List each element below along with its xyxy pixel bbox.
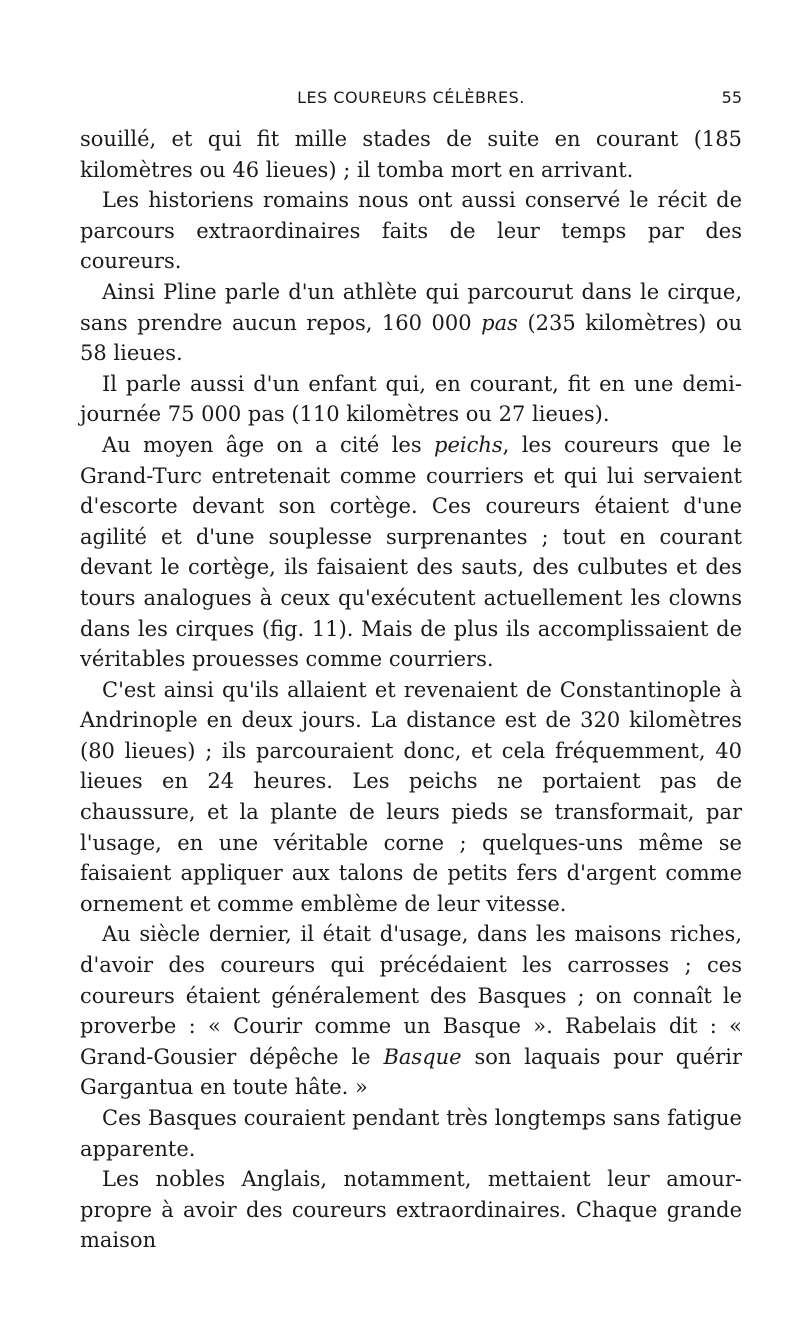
text-run: Au siècle dernier, il était d'usage, dans les maisons riches, d'avoir des coureurs qui précédaient les carrosses ; ces coureurs étaient généralement des Basques ; on connaît le proverbe : « Courir comme un Basque ». Rabelais dit : « Grand-Gousier dépêche le — [80, 922, 742, 1069]
italic-term: pas — [481, 310, 518, 335]
paragraph — [80, 185, 742, 277]
text-run: son laquais pour quérir Gargantua en toute hâte. » — [80, 1044, 743, 1100]
italic-term: Basque — [383, 1044, 462, 1069]
running-head — [80, 88, 742, 114]
text-run: , les coureurs que le Grand-Turc entretenait comme courriers et qui lui servaient d'escorte devant son cortège. Ces coureurs étaient d'une agilité et d'une souplesse surprenantes ; tout en courant devant le cortège, ils faisaient des sauts, des culbutes et des tours analogues à ceux qu'exécutent actuellement les clowns dans les cirques (fig. 11). Mais de plus ils accomplissaient de véritables prouesses comme courriers. — [80, 432, 743, 672]
text-run: Ainsi Pline parle d'un athlète qui parcourut dans le cirque, sans prendre aucun repos, 160 000 — [80, 279, 742, 335]
text-run: Au moyen âge on a cité les — [102, 432, 434, 457]
body-text — [80, 124, 742, 1256]
paragraph — [80, 277, 742, 369]
italic-term: peichs — [434, 432, 503, 457]
text-run: souillé, et qui fit mille stades de suite en courant (185 kilomètres ou 46 lieues) ; il tomba mort en arrivant. — [80, 127, 742, 182]
page-number: 55 — [721, 88, 742, 107]
text-run: (235 kilomètres) ou 58 lieues. — [80, 310, 742, 366]
paragraph — [80, 124, 742, 185]
paragraph — [80, 1164, 742, 1256]
text-run: Ces Basques couraient pendant très longtemps sans fatigue apparente. — [80, 1106, 742, 1161]
text-run: Il parle aussi d'un enfant qui, en courant, fit en une demi-journée 75 000 pas (110 kilomètres ou 27 lieues). — [80, 371, 742, 427]
paragraph — [80, 430, 742, 675]
paragraph — [80, 1103, 742, 1164]
text-run: C'est ainsi qu'ils allaient et revenaient de Constantinople à Andrinople en deux jours. La distance est de 320 kilomètres (80 lieues) ; ils parcouraient donc, et cela fréquemment, 40 lieues en 24 heures. Les peichs ne portaient pas de chaussure, et la plante de leurs pieds se transformait, par l'usage, en une véritable corne ; quelques-uns même se faisaient appliquer aux talons de petits fers d'argent comme ornement et comme emblème de leur vitesse. — [80, 677, 742, 916]
text-run: Les historiens romains nous ont aussi conservé le récit de parcours extraordinaires faits de leur temps par des coureurs. — [80, 188, 742, 274]
running-title: LES COUREURS CÉLÈBRES. — [297, 88, 525, 107]
paragraph — [80, 369, 742, 430]
paragraph — [80, 919, 742, 1103]
paragraph — [80, 675, 742, 920]
text-run: Les nobles Anglais, notamment, mettaient leur amour-propre à avoir des coureurs extraordinaires. Chaque grande maison — [80, 1167, 742, 1253]
